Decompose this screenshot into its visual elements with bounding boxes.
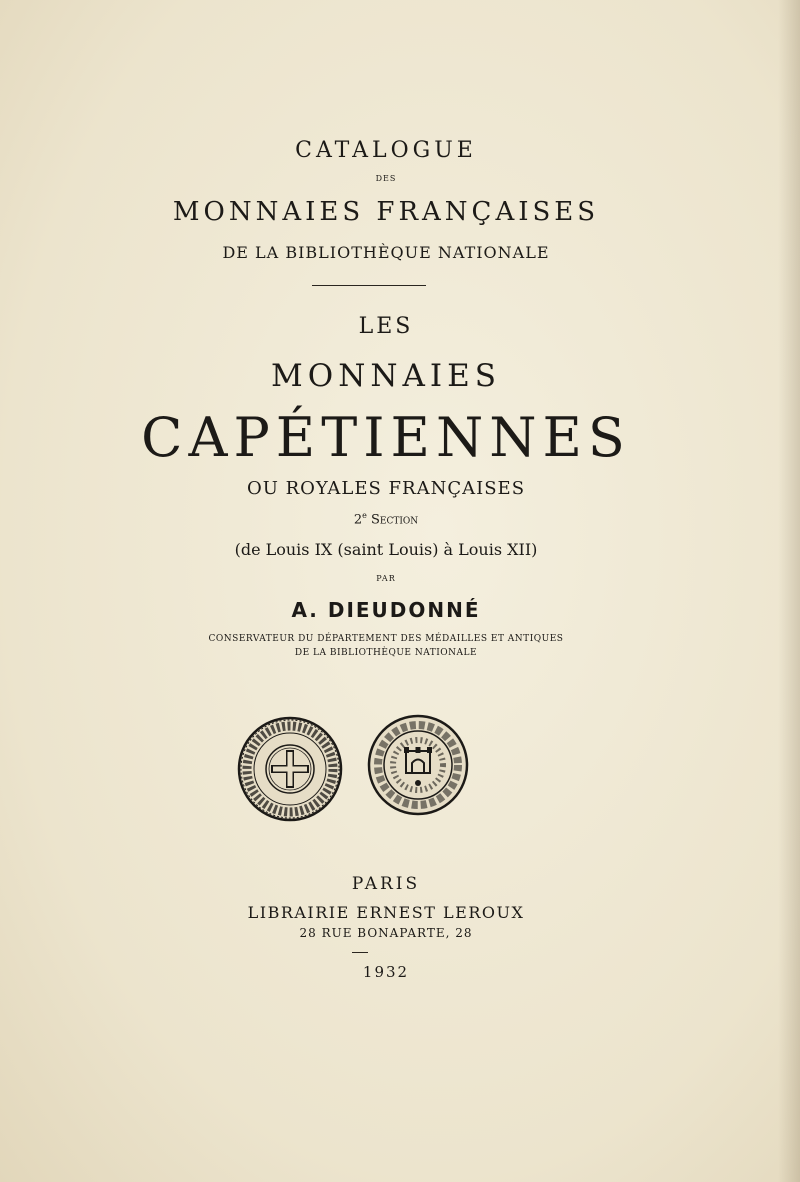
catalogue-heading: CATALOGUE: [295, 138, 477, 163]
author-name: A. DIEUDONNÉ: [291, 598, 481, 622]
les-heading: LES: [358, 314, 414, 339]
section-superscript: e: [362, 511, 367, 520]
author-title-line-1: CONSERVATEUR DU DÉPARTEMENT DES MÉDAILLES ET ANTIQUES: [208, 634, 564, 644]
monnaies-francaises-heading: MONNAIES FRANÇAISES: [172, 197, 600, 227]
monnaies-heading: MONNAIES: [271, 358, 501, 394]
publisher-address: 28 RUE BONAPARTE, 28: [299, 926, 473, 940]
page-fold-shadow: [778, 0, 800, 1182]
royales-francaises-subtitle: OU ROYALES FRANÇAISES: [246, 478, 526, 499]
section-number: 2: [353, 512, 363, 528]
address-divider: [352, 952, 368, 953]
reign-range: (de Louis IX (saint Louis) à Louis XII): [234, 540, 538, 559]
des-word: DES: [375, 174, 397, 183]
section-word: Section: [370, 512, 419, 528]
bibliotheque-nationale-heading: DE LA BIBLIOTHÈQUE NATIONALE: [222, 243, 550, 262]
author-title-line-2: DE LA BIBLIOTHÈQUE NATIONALE: [294, 648, 478, 658]
publication-year: 1932: [362, 963, 410, 981]
coin-reverse-chatel: [366, 713, 470, 817]
par-word: PAR: [376, 574, 396, 583]
publisher-name: LIBRAIRIE ERNEST LEROUX: [247, 903, 525, 922]
capetiennes-title: CAPÉTIENNES: [141, 406, 631, 469]
publication-city: PARIS: [351, 874, 421, 894]
section-label: [0, 511, 772, 527]
title-divider: [312, 285, 426, 286]
coin-obverse-cross: [236, 715, 344, 823]
